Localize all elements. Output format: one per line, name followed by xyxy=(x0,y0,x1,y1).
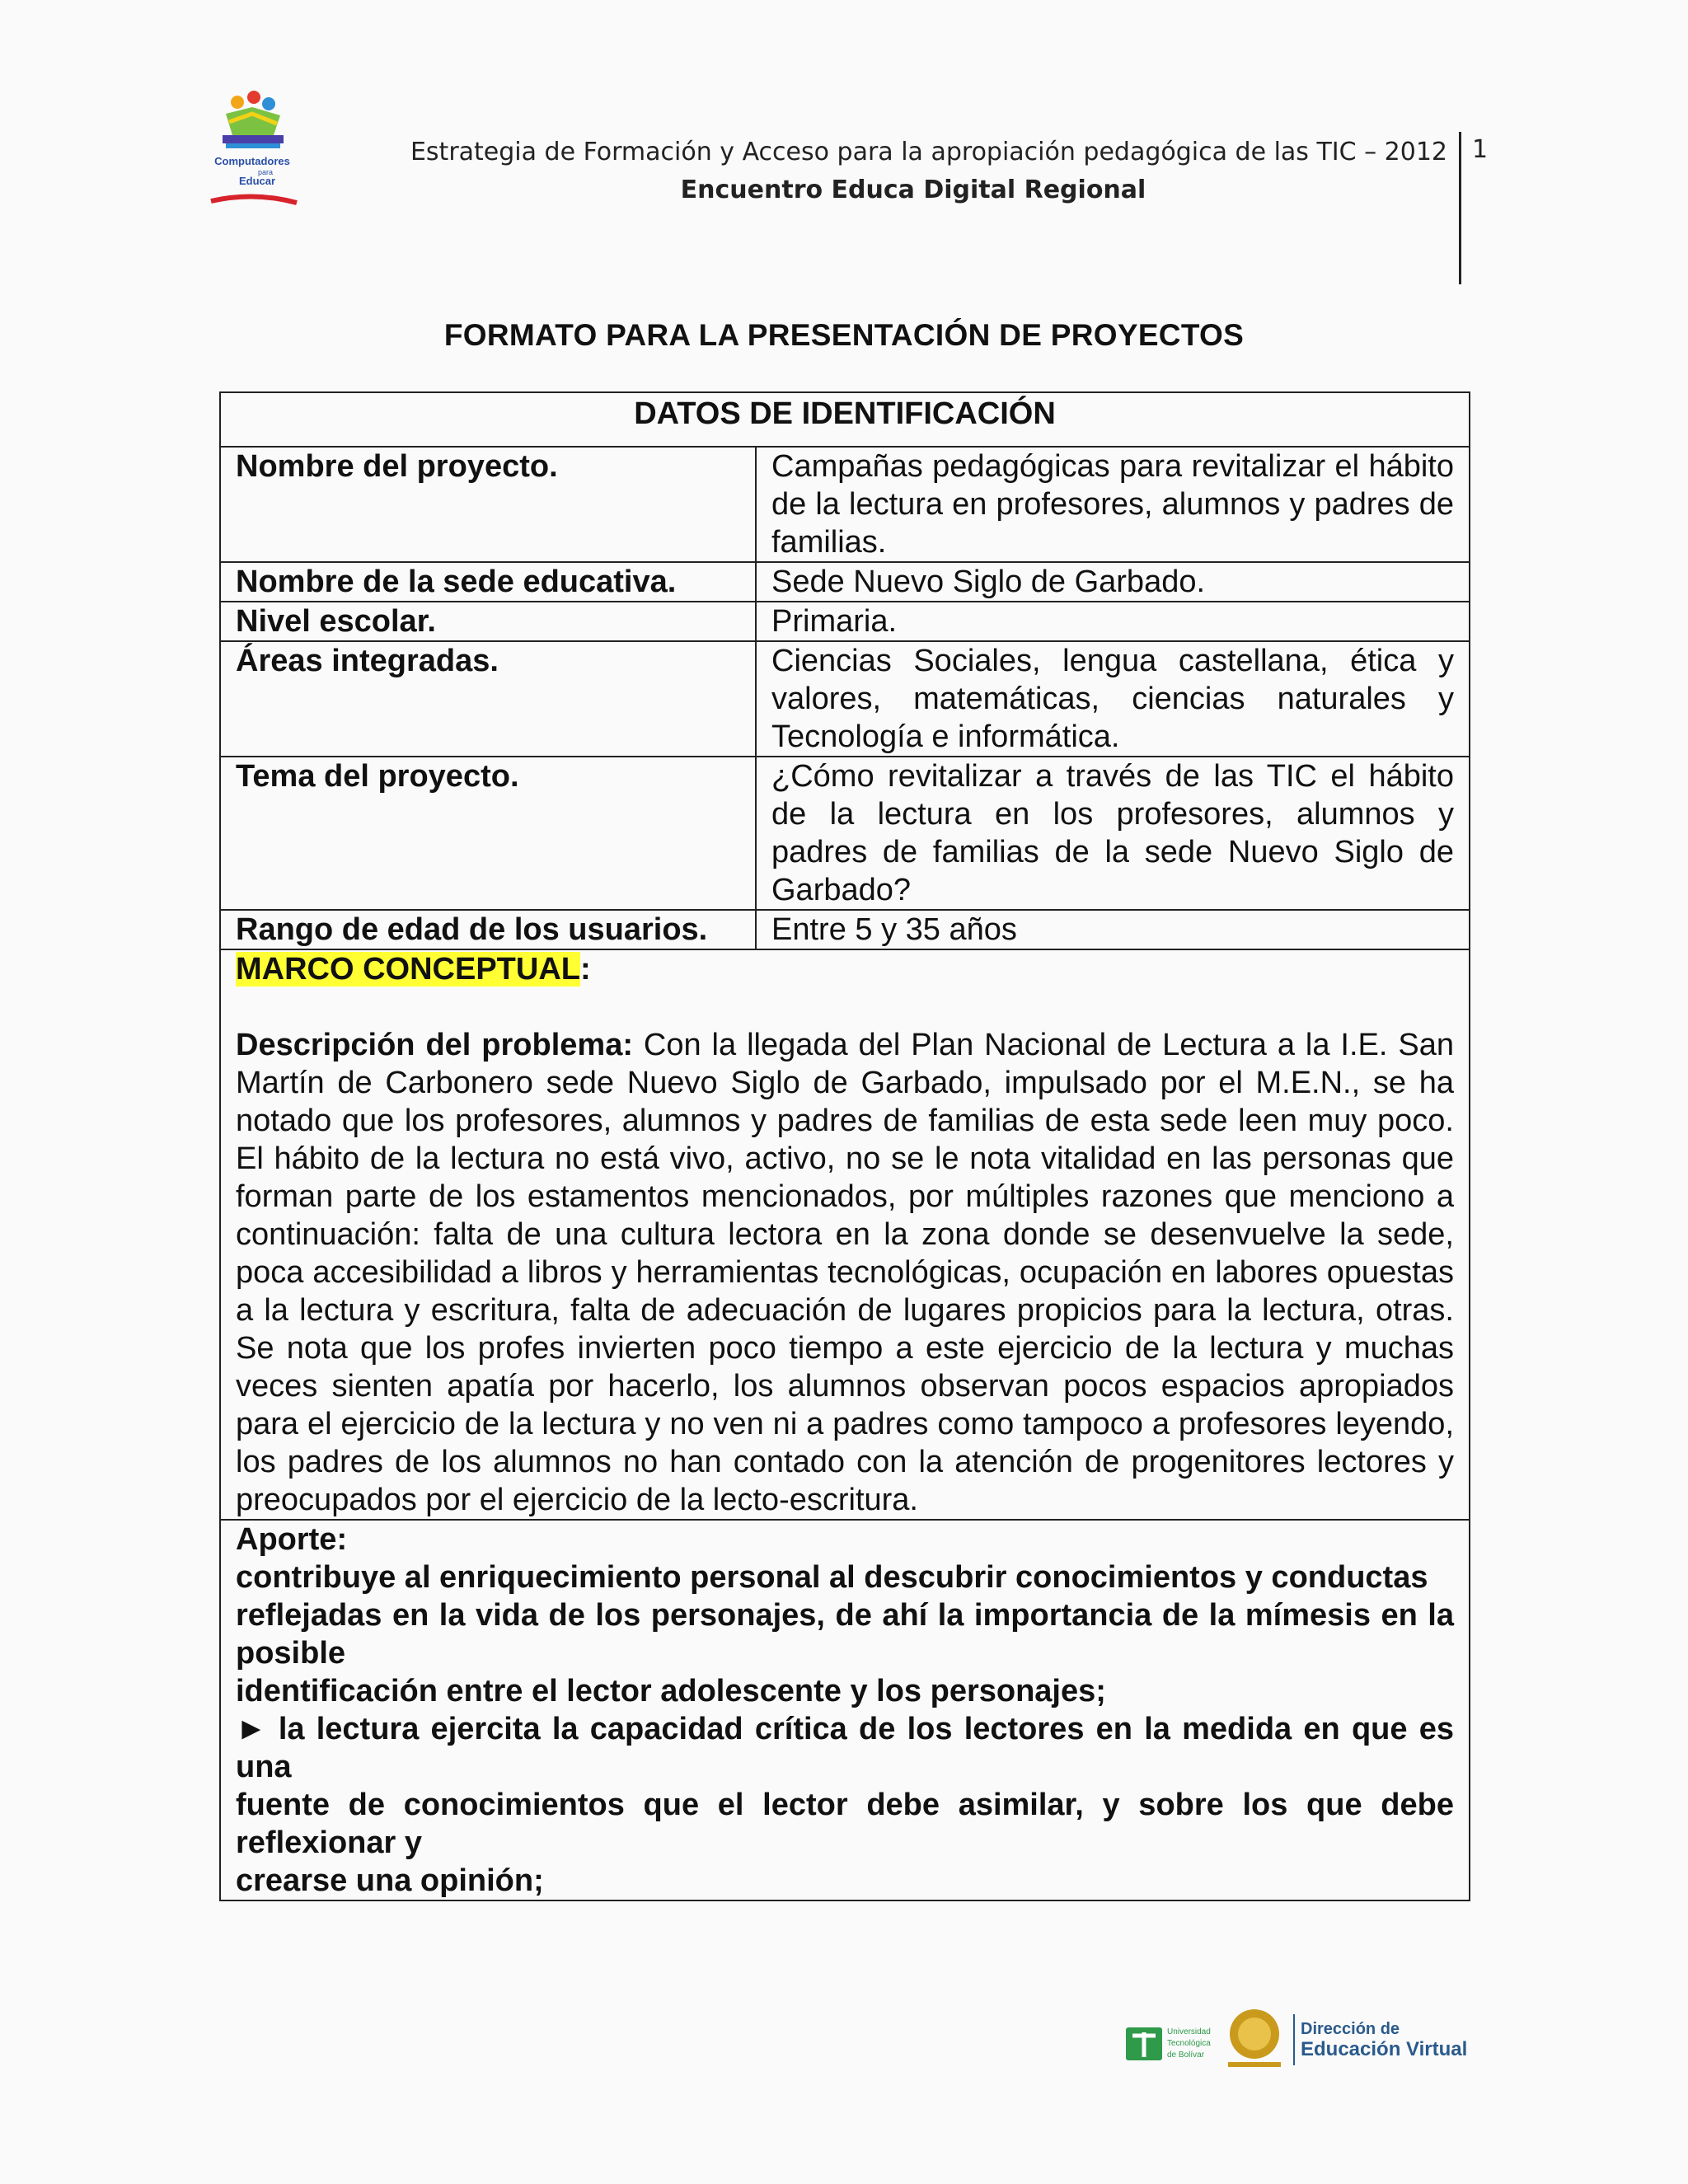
aporte-line: reflejadas en la vida de los personajes, de ahí la importancia de la mímesis en la posible xyxy=(236,1598,1454,1671)
marco-heading-colon: : xyxy=(579,952,591,987)
identification-table xyxy=(219,391,1470,1901)
marco-heading-highlight: MARCO CONCEPTUAL xyxy=(236,952,580,987)
dir-line-2: Educación Virtual xyxy=(1301,2038,1468,2060)
aporte-line: crearse una opinión; xyxy=(236,1863,544,1898)
row-value-age-range: Entre 5 y 35 años xyxy=(756,910,1470,949)
table-row xyxy=(220,757,1470,910)
row-value-school-site: Sede Nuevo Siglo de Garbado. xyxy=(756,562,1470,602)
header-divider xyxy=(1459,132,1461,284)
header-line-1: Estrategia de Formación y Acceso para la apropiación pedagógica de las TIC – 2012 xyxy=(410,138,1447,166)
aporte-row xyxy=(220,1520,1470,1900)
row-label-school-site: Nombre de la sede educativa. xyxy=(220,562,756,602)
row-label-project-theme: Tema del proyecto. xyxy=(220,757,756,910)
univ-line-1: Universidad xyxy=(1167,2027,1211,2036)
aporte-cell xyxy=(220,1520,1470,1900)
row-value-project-theme: ¿Cómo revitalizar a través de las TIC el hábito de la lectura en los profesores, alumnos y padres de familias de la sede Nuevo Siglo de Garbado? xyxy=(756,757,1470,910)
row-label-school-level: Nivel escolar. xyxy=(220,602,756,641)
dir-line-1: Dirección de xyxy=(1301,2020,1400,2038)
table-row xyxy=(220,447,1470,562)
table-row xyxy=(220,910,1470,949)
footer-logos xyxy=(1121,2003,1468,2077)
logo-text-top: Computadores xyxy=(214,155,290,167)
marco-conceptual-cell xyxy=(220,949,1470,1520)
logo-text-bottom: Educar xyxy=(238,175,276,187)
table-row xyxy=(220,602,1470,641)
aporte-line: contribuye al enriquecimiento personal al descubrir conocimientos y conductas xyxy=(236,1560,1428,1595)
document-title: FORMATO PARA LA PRESENTACIÓN DE PROYECTOS xyxy=(443,318,1245,352)
row-label-age-range: Rango de edad de los usuarios. xyxy=(220,910,756,949)
table-heading-row xyxy=(220,392,1470,447)
table-heading: DATOS DE IDENTIFICACIÓN xyxy=(220,392,1470,447)
spacer xyxy=(236,988,1454,1026)
univ-line-3: de Bolívar xyxy=(1167,2050,1205,2060)
row-value-project-name: Campañas pedagógicas para revitalizar el hábito de la lectura en profesores, alumnos y padres de familias. xyxy=(756,447,1470,562)
computadores-para-educar-logo xyxy=(204,89,300,213)
row-label-integrated-areas: Áreas integradas. xyxy=(220,641,756,757)
marco-conceptual-row xyxy=(220,949,1470,1520)
header-line-2: Encuentro Educa Digital Regional xyxy=(680,176,1146,204)
univ-line-2: Tecnológica xyxy=(1167,2039,1211,2048)
aporte-line: ► la lectura ejercita la capacidad crítica de los lectores en la medida en que es una xyxy=(236,1712,1454,1784)
row-label-project-name: Nombre del proyecto. xyxy=(220,447,756,562)
marco-heading xyxy=(236,950,1454,988)
table-row xyxy=(220,641,1470,757)
logo-swoosh xyxy=(211,196,297,203)
aporte-line: identificación entre el lector adolescente y los personajes; xyxy=(236,1674,1106,1708)
aporte-line: fuente de conocimientos que el lector debe asimilar, y sobre los que debe reflexionar y xyxy=(236,1788,1454,1860)
row-value-integrated-areas: Ciencias Sociales, lengua castellana, ética y valores, matemáticas, ciencias naturales y Tecnología e informática. xyxy=(756,641,1470,757)
page-number: 1 xyxy=(1472,135,1489,164)
row-value-school-level: Primaria. xyxy=(756,602,1470,641)
aporte-label: Aporte: xyxy=(236,1522,348,1557)
running-header xyxy=(346,134,1447,209)
problem-description xyxy=(236,1026,1454,1519)
logo-text-mid: para xyxy=(257,168,274,176)
table-row xyxy=(220,562,1470,602)
problem-label: Descripción del problema: xyxy=(236,1028,633,1062)
logo-figures-icon xyxy=(223,91,284,148)
problem-text: Con la llegada del Plan Nacional de Lectura a la I.E. San Martín de Carbonero sede Nuevo Siglo de Garbado, impulsado por el M.E.N., se ha notado que los profesores, alumnos y padres de familias de esta sede leen muy poco. El hábito de la lectura no está vivo, activo, no se le nota vitalidad en las personas que forman parte de los estamentos mencionados, por múltiples razones que menciono a continuación: falta de una cultura lectora en la zona donde se desenvuelve la sede, poca accesibilidad a libros y herramientas tecnológicas, ocupación en labores opuestas a la lectura y escritura, falta de adecuación de lugares propicios para la lectura, otras. Se nota que los profes invierten poco tiempo a este ejercicio de la lectura y muchas veces sienten apatía por hacerlo, los alumnos observan pocos espacios apropiados para el ejercicio de la lectura y no ven ni a padres como tampoco a profesores leyendo, los padres de los alumnos no han contado con la atención de progenitores lectores y preocupados por el ejercicio de la lecto-escritura. xyxy=(236,1028,1454,1517)
